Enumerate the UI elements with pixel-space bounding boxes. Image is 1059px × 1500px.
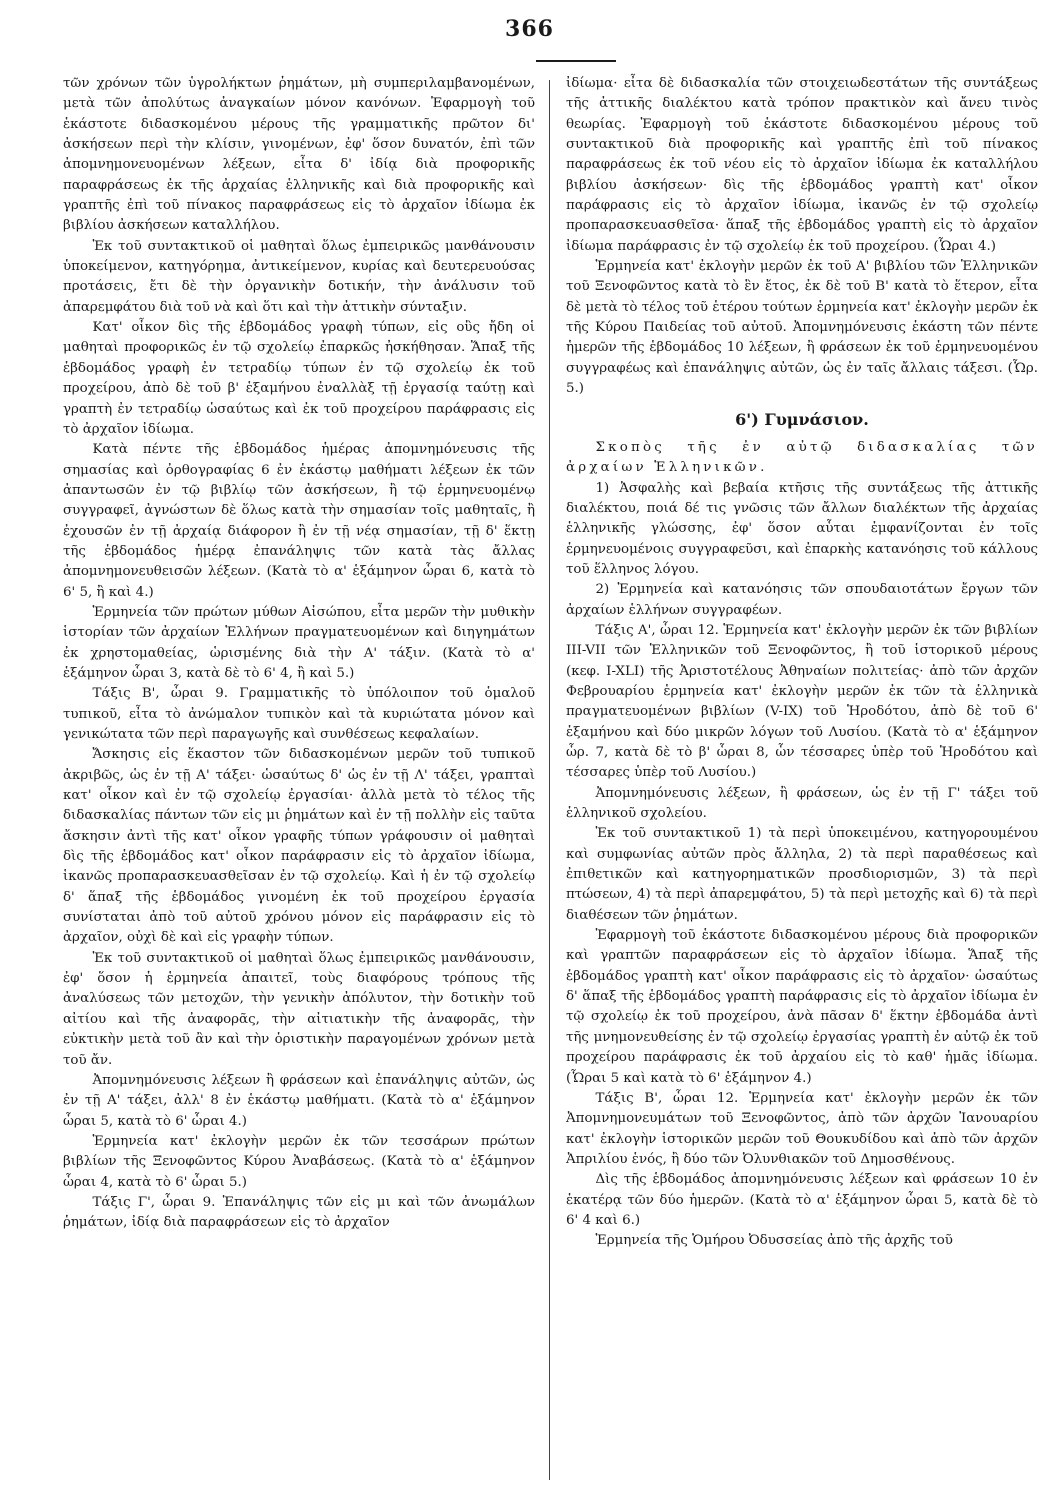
right-paragraph-8: Ἐφαρμογὴ τοῦ ἑκάστοτε διδασκομένου μέρους διὰ προφορικῶν καὶ γραπτῶν παραφράσεων εἰς τὸ ἀρχαῖον ἰδίωμα. Ἅπαξ τῆς ἑβδομάδος γραπτὴ κατ' οἶκον παράφρασις εἰς τὸ ἀρχαῖον· ὡσαύτως δ' ἅπαξ τῆς ἑβδομάδος γραπτὴ παράφρασις εἰς τὸ ἀρχαῖον ἰδίωμα ἐν τῷ σχολείῳ ἐκ τοῦ προχείρου, ἀνὰ πᾶσαν δ' ἕκτην ἑβδομάδα ἀντὶ τῆς μνημονευθείσης ἐν τῷ σχολείῳ ἐργασίας γραπτὴ ἐν αὐτῷ ἐκ τοῦ προχείρου παράφρασις ἐκ τοῦ ἀρχαίου εἰς τὸ καθ' ἡμᾶς ἰδίωμα. (Ὧραι 5 καὶ κατὰ τὸ 6' ἑξάμηνον 4.) (566, 928, 1038, 1086)
right-paragraph-2: Ἑρμηνεία κατ' ἐκλογὴν μερῶν ἐκ τοῦ Α' βιβλίου τῶν Ἑλληνικῶν τοῦ Ξενοφῶντος κατὰ τὸ ἓν ἔτος, ἐκ δὲ τοῦ Β' κατὰ τὸ ἕτερον, εἶτα δὲ μετὰ τὸ τέλος τοῦ ἑτέρου τούτων ἑρμηνεία κατ' ἐκλογὴν μερῶν ἐκ τῆς Κύρου Παιδείας τοῦ αὐτοῦ. Ἀπομνημόνευσις ἑκάστη τῶν πέντε ἡμερῶν τῆς ἑβδομάδος 10 λέξεων, ἢ φράσεων ἐκ τοῦ ἑρμηνευομένου συγγραφέως καὶ ἐπανάληψις αὐτῶν, ὡς ἐν ταῖς ἄλλαις τάξεσι. (Ὧρ. 5.) (566, 259, 1038, 397)
left-paragraph-5: Ἑρμηνεία τῶν πρώτων μύθων Αἰσώπου, εἶτα μερῶν τὴν μυθικὴν ἱστορίαν τῶν ἀρχαίων Ἑλλήνων πραγματευομένων καὶ διηγημάτων ἐκ χρηστομαθείας, ὡρισμένης διὰ τὴν Α' τάξιν. (Κατὰ τὸ α' ἑξάμηνον ὧραι 3, κατὰ δὲ τὸ 6' 4, ἢ καὶ 5.) (63, 604, 535, 681)
right-paragraph-6: Ἀπομνημόνευσις λέξεων, ἢ φράσεων, ὡς ἐν τῇ Γ' τάξει τοῦ ἑλληνικοῦ σχολείου. (566, 785, 1038, 822)
page-number: 366 (505, 16, 554, 42)
right-paragraph-5: Τάξις Α', ὧραι 12. Ἑρμηνεία κατ' ἐκλογὴν μερῶν ἐκ τῶν βιβλίων III-VII τῶν Ἑλληνικῶν τοῦ Ξενοφῶντος, ἢ τοῦ ἱστορικοῦ μέρους (κεφ. I-XLI) τῆς Ἀριστοτέλους Ἀθηναίων πολιτείας· ἀπὸ τῶν ἀρχῶν Φεβρουαρίου ἑρμηνεία κατ' ἐκλογὴν μερῶν ἐκ τῶν τὰ ἑλληνικὰ πραγματευομένων βιβλίων (V-IX) τοῦ Ἡροδότου, ἀπὸ δὲ τοῦ 6' ἑξαμήνου καὶ δύο μικρῶν λόγων τοῦ Λυσίου. (Κατὰ τὸ α' ἑξάμηνον ὧρ. 7, κατὰ δὲ τὸ β' ὧραι 8, ὧν τέσσαρες ὑπὲρ τοῦ Ἡροδότου καὶ τέσσαρες ὑπὲρ τοῦ Λυσίου.) (566, 622, 1038, 781)
left-paragraph-8: Ἐκ τοῦ συντακτικοῦ οἱ μαθηταὶ ὅλως ἐμπειρικῶς μανθάνουσιν, ἐφ' ὅσον ἡ ἑρμηνεία ἀπαιτεῖ, τοὺς διαφόρους τρόπους τῆς ἀναλύσεως τῶν μετοχῶν, τὴν γενικὴν ἀπόλυτον, τὴν δοτικὴν τοῦ αἰτίου καὶ τῆς ἀναφορᾶς, τὴν αἰτιατικὴν τῆς ἀναφορᾶς, τὴν εὐκτικὴν μετὰ τοῦ ἂν καὶ τὴν ὁριστικὴν παραγομένων χρόνων μετὰ τοῦ ἄν. (63, 950, 535, 1068)
right-paragraph-9: Τάξις Β', ὧραι 12. Ἑρμηνεία κατ' ἐκλογὴν μερῶν ἐκ τῶν Ἀπομνημονευμάτων τοῦ Ξενοφῶντος, ἀπὸ τῶν ἀρχῶν Ἰανουαρίου κατ' ἐκλογὴν ἱστορικῶν μερῶν τοῦ Θουκυδίδου καὶ ἀπὸ τῶν ἀρχῶν Ἀπριλίου ἑνός, ἢ δύο τῶν Ὀλυνθιακῶν τοῦ Δημοσθένους. (566, 1090, 1038, 1167)
left-paragraph-7: Ἄσκησις εἰς ἕκαστον τῶν διδασκομένων μερῶν τοῦ τυπικοῦ ἀκριβῶς, ὡς ἐν τῇ Α' τάξει· ὡσαύτως δ' ὡς ἐν τῇ Λ' τάξει, γραπταὶ κατ' οἶκον καὶ ἐν τῷ σχολείῳ ἐργασίαι· ἀλλὰ μετὰ τὸ τέλος τῆς διδασκαλίας πάντων τῶν εἰς μι ῥημάτων καὶ ἐν τῇ πολλὴν εἰς ταῦτα ἄσκησιν ἀντὶ τῆς κατ' οἶκον γραφῆς τύπων γράφουσιν οἱ μαθηταὶ δὶς τῆς ἑβδομάδος κατ' οἶκον παράφρασιν εἰς τὸ ἀρχαῖον ἰδίωμα, ἱκανῶς προπαρασκευασθεῖσαν ἐν τῷ σχολείῳ. Καὶ ἡ ἐν τῷ σχολείῳ δ' ἅπαξ τῆς ἑβδομάδος γινομένη ἐκ τοῦ προχείρου ἐργασία συνίσταται ἀπὸ τοῦ αὐτοῦ χρόνου μόνον εἰς παράφρασιν εἰς τὸ ἀρχαῖον, οὐχὶ δὲ καὶ εἰς γραφὴν τύπων. (63, 747, 535, 946)
right-paragraph-3: 1) Ἀσφαλὴς καὶ βεβαία κτῆσις τῆς συντάξεως τῆς ἀττικῆς διαλέκτου, ποιά δέ τις γνῶσις τῶν ἄλλων διαλέκτων τῆς ἀρχαίας ἑλληνικῆς γλώσσης, ἐφ' ὅσον αὗται ἐμφανίζονται ἐν τοῖς ἑρμηνευομένοις συγγραφεῦσι, καὶ ἐπαρκὴς κατανόησις τοῦ κάλλους τοῦ ἕλληνος λόγου. (566, 480, 1038, 577)
column-divider (549, 80, 550, 1480)
right-paragraph-1: ἰδίωμα· εἶτα δὲ διδασκαλία τῶν στοιχειωδεστάτων τῆς συντάξεως τῆς ἀττικῆς διαλέκτου κατὰ τρόπον πρακτικὸν καὶ ἄνευ τινὸς θεωρίας. Ἐφαρμογὴ τοῦ ἑκάστοτε διδασκομένου μέρους τοῦ συντακτικοῦ διὰ προφορικῆς καὶ γραπτῆς ἐπὶ τοῦ πίνακος παραφράσεως ἐκ τοῦ νέου εἰς τὸ ἀρχαῖον ἰδίωμα ἐκ καταλλήλου βιβλίου ἀσκήσεων· δὶς τῆς ἑβδομάδος γραπτὴ κατ' οἶκον παράφρασις εἰς τὸ ἀρχαῖον ἰδίωμα, ἱκανῶς ἐν τῷ σχολείῳ προπαρασκευασθεῖσα· ἅπαξ τῆς ἑβδομάδος γραπτὴ εἰς τὸ ἀρχαῖον ἰδίωμα παράφρασις ἐν τῷ σχολείῳ ἐκ τοῦ προχείρου. (Ὧραι 4.) (566, 76, 1038, 254)
right-paragraph-10: Δὶς τῆς ἑβδομάδος ἀπομνημόνευσις λέξεων καὶ φράσεων 10 ἐν ἑκατέρᾳ τῶν δύο ἡμερῶν. (Κατὰ τὸ α' ἑξάμηνον ὧραι 5, κατὰ δὲ τὸ 6' 4 καὶ 6.) (566, 1172, 1038, 1228)
left-paragraph-4: Κατὰ πέντε τῆς ἑβδομάδος ἡμέρας ἀπομνημόνευσις τῆς σημασίας καὶ ὀρθογραφίας 6 ἐν ἑκάστῳ μαθήματι λέξεων ἐκ τῶν ἀπαντωσῶν ἐν τῷ βιβλίῳ τῶν ἀσκήσεων, ἢ τῷ ἑρμηνευομένῳ συγγραφεῖ, ἀγνώστων δὲ ὅλως κατὰ τὴν σημασίαν τοῖς μαθηταῖς, ἢ ἐχουσῶν ἐν τῇ ἀρχαίᾳ διάφορον ἢ ἐν τῇ νέᾳ σημασίαν, τῇ δ' ἕκτῃ τῆς ἑβδομάδος ἡμέρᾳ ἐπανάληψις τῶν κατὰ τὰς ἄλλας ἀπομνημονευθεισῶν λέξεων. (Κατὰ τὸ α' ἑξάμηνον ὧραι 6, κατὰ τὸ 6' 5, ἢ καὶ 4.) (63, 442, 535, 600)
left-paragraph-6: Τάξις Β', ὧραι 9. Γραμματικῆς τὸ ὑπόλοιπον τοῦ ὁμαλοῦ τυπικοῦ, εἶτα τὸ ἀνώμαλον τυπικὸν καὶ τὰ κυριώτατα μόνον καὶ γενικώτατα τῶν περὶ παραγωγῆς καὶ συνθέσεως κεφαλαίων. (63, 686, 535, 742)
section-heading: 6') Γυμνάσιον. (735, 409, 869, 429)
left-paragraph-9: Ἀπομνημόνευσις λέξεων ἢ φράσεων καὶ ἐπανάληψις αὐτῶν, ὡς ἐν τῇ Α' τάξει, ἀλλ' 8 ἐν ἑκάστῳ μαθήματι. (Κατὰ τὸ α' ἑξάμηνον ὧραι 5, κατὰ τὸ 6' ὧραι 4.) (63, 1072, 535, 1129)
right-column (566, 74, 1038, 1252)
right-paragraph-11: Ἑρμηνεία τῆς Ὁμήρου Ὀδυσσείας ἀπὸ τῆς ἀρχῆς τοῦ (595, 1233, 953, 1249)
left-paragraph-1: τῶν χρόνων τῶν ὑγρολήκτων ῥημάτων, μὴ συμπεριλαμβανομένων, μετὰ τῶν ἀπολύτως ἀναγκαίων μόνον κανόνων. Ἐφαρμογὴ τοῦ ἑκάστοτε διδασκομένου μέρους τῆς γραμματικῆς πρῶτον δι' ἀσκήσεων περὶ τὴν κλίσιν, γινομένων, ἐφ' ὅσον δυνατόν, ἐπὶ τῶν ἀπομνημονευομένων λέξεων, εἶτα δ' ἰδίᾳ διὰ προφορικῆς παραφράσεως ἐκ τῆς ἀρχαίας ἑλληνικῆς καὶ διὰ προφορικῆς καὶ γραπτῆς ἐπὶ τοῦ πίνακος παραφράσεως εἰς τὸ ἀρχαῖον ἰδίωμα ἐκ βιβλίου ἀσκήσεων καταλλήλου. (63, 76, 535, 234)
left-paragraph-3: Κατ' οἶκον δὶς τῆς ἑβδομάδος γραφὴ τύπων, εἰς οὓς ἤδη οἱ μαθηταὶ προφορικῶς ἐν τῷ σχολείῳ ἐπαρκῶς ἠσκήθησαν. Ἅπαξ τῆς ἑβδομάδος γραφὴ ἐν τετραδίῳ τύπων ἐν τῷ σχολείῳ ἐκ τοῦ προχείρου, ἀπὸ δὲ τοῦ β' ἑξαμήνου ἐναλλὰξ τῇ ἐργασίᾳ ταύτῃ καὶ γραπτὴ ἐν τετραδίῳ ὡσαύτως καὶ ἐκ τοῦ προχείρου παράφρασις εἰς τὸ ἀρχαῖον ἰδίωμα. (63, 320, 535, 437)
left-column (63, 74, 535, 1234)
left-paragraph-11: Τάξις Γ', ὧραι 9. Ἐπανάληψις τῶν εἰς μι καὶ τῶν ἀνωμάλων ῥημάτων, ἰδίᾳ διὰ παραφράσεων εἰς τὸ ἀρχαῖον (63, 1194, 535, 1231)
left-paragraph-2: Ἐκ τοῦ συντακτικοῦ οἱ μαθηταὶ ὅλως ἐμπειρικῶς μανθάνουσιν ὑποκείμενον, κατηγόρημα, ἀντικείμενον, κυρίας καὶ δευτερευούσας προτάσεις, ἔτι δὲ τὴν ὀργανικὴν δοτικήν, τὴν ἀνάλυσιν τοῦ ἀπαρεμφάτου διὰ τοῦ νὰ καὶ ὅτι καὶ τὴν ἀττικὴν σύνταξιν. (63, 238, 535, 315)
purpose-line: Σκοπὸς τῆς ἐν αὐτῷ διδασκαλίας τῶν ἀρχαίων Ἑλληνικῶν. (566, 439, 1038, 476)
right-paragraph-7: Ἐκ τοῦ συντακτικοῦ 1) τὰ περὶ ὑποκειμένου, κατηγορουμένου καὶ συμφωνίας αὐτῶν πρὸς ἄλληλα, 2) τὰ περὶ παραθέσεως καὶ ἐπιθετικῶν καὶ κατηγορηματικῶν προσδιορισμῶν, 3) τὰ περὶ πτώσεων, 4) τὰ περὶ ἀπαρεμφάτου, 5) τὰ περὶ μετοχῆς καὶ 6) τὰ περὶ διαθέσεων τῶν ῥημάτων. (566, 826, 1038, 923)
right-paragraph-4: 2) Ἑρμηνεία καὶ κατανόησις τῶν σπουδαιοτάτων ἔργων τῶν ἀρχαίων ἑλλήνων συγγραφέων. (566, 582, 1038, 618)
left-paragraph-10: Ἑρμηνεία κατ' ἐκλογὴν μερῶν ἐκ τῶν τεσσάρων πρώτων βιβλίων τῆς Ξενοφῶντος Κύρου Ἀναβάσεως. (Κατὰ τὸ α' ἑξάμηνον ὧραι 4, κατὰ τὸ 6' ὧραι 5.) (63, 1133, 535, 1190)
page-number-rule (536, 60, 616, 62)
